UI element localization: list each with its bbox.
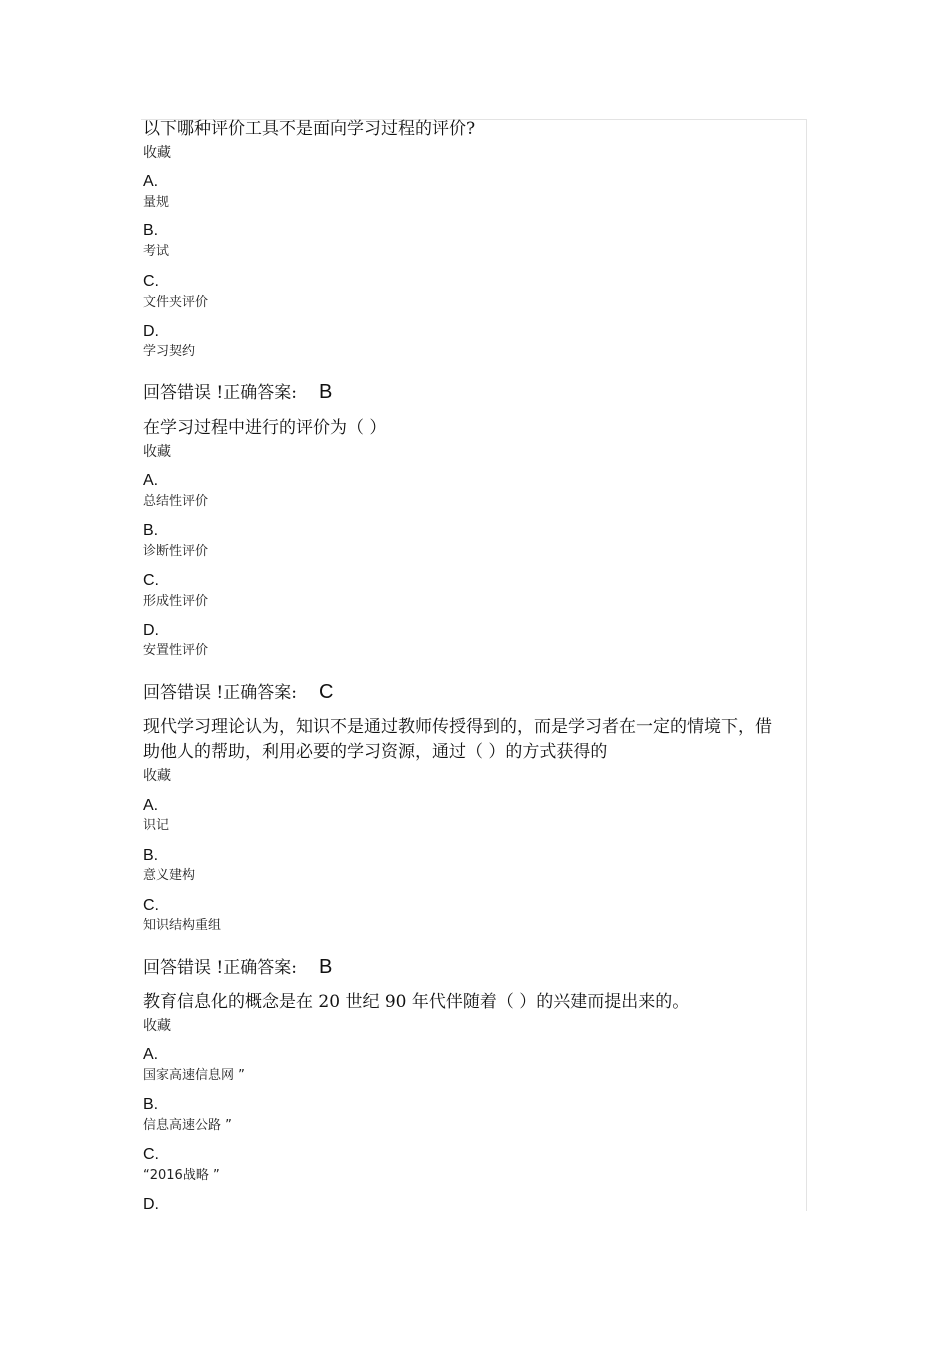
question-3-favorite-link[interactable]: 收藏	[143, 768, 171, 784]
question-2-option-d-letter[interactable]: D.	[143, 622, 159, 639]
question-2-option-d-text[interactable]: 安置性评价	[143, 643, 209, 658]
question-1-option-c-text[interactable]: 文件夹评价	[143, 295, 209, 310]
question-1-option-d-letter[interactable]: D.	[143, 323, 159, 340]
question-3-text: 现代学习理论认为，知识不是通过教师传授得到的，而是学习者在一定的情境下，借助他人的帮助，利用必要的学习资源，通过（ ）的方式获得的	[143, 717, 772, 762]
question-2-option-a-text[interactable]: 总结性评价	[143, 494, 209, 509]
question-3-option-a-text[interactable]: 识记	[143, 818, 170, 833]
question-1-option-a-text[interactable]: 量规	[143, 195, 170, 210]
content-frame	[141, 119, 807, 1211]
question-2-text: 在学习过程中进行的评价为（ ）	[143, 418, 387, 438]
question-3-correct-answer: B	[318, 956, 333, 978]
question-2-option-b-text[interactable]: 诊断性评价	[143, 544, 209, 559]
question-2-option-b-letter[interactable]: B.	[143, 522, 159, 539]
question-3-option-b-text[interactable]: 意义建构	[143, 868, 196, 883]
question-3-option-c-letter[interactable]: C.	[143, 897, 159, 914]
question-2-correct-answer: C	[318, 681, 334, 703]
question-1-option-d-text[interactable]: 学习契约	[143, 344, 196, 359]
question-3-option-a-letter[interactable]: A.	[143, 797, 159, 814]
question-1-correct-answer: B	[318, 381, 333, 403]
question-1-option-c-letter[interactable]: C.	[143, 273, 159, 290]
question-1-result-label: 回答错误 !正确答案:	[143, 383, 297, 403]
question-1-result	[143, 380, 332, 404]
question-1-favorite-link[interactable]: 收藏	[143, 145, 171, 161]
question-4-option-c-text[interactable]: “2016战略 ”	[143, 1168, 220, 1183]
question-4-option-b-text[interactable]: 信息高速公路 ”	[143, 1118, 232, 1133]
question-1-option-a-letter[interactable]: A.	[143, 173, 159, 190]
question-4-option-c-letter[interactable]: C.	[143, 1146, 159, 1163]
question-4-text: 教育信息化的概念是在 20 世纪 90 年代伴随着（ ）的兴建而提出来的。	[143, 992, 690, 1012]
question-2-favorite-link[interactable]: 收藏	[143, 444, 171, 460]
question-1-option-b-letter[interactable]: B.	[143, 222, 159, 239]
question-4-option-d-letter[interactable]: D.	[143, 1196, 159, 1213]
question-1-text: 以下哪种评价工具不是面向学习过程的评价?	[143, 119, 476, 139]
question-4-option-b-letter[interactable]: B.	[143, 1096, 159, 1113]
question-2-option-a-letter[interactable]: A.	[143, 472, 159, 489]
question-2-result	[143, 680, 333, 704]
question-3-result-label: 回答错误 !正确答案:	[143, 958, 297, 978]
question-2-result-label: 回答错误 !正确答案:	[143, 683, 297, 703]
question-1-option-b-text[interactable]: 考试	[143, 244, 170, 259]
question-4-favorite-link[interactable]: 收藏	[143, 1018, 171, 1034]
question-4-option-a-text[interactable]: 国家高速信息网 ”	[143, 1068, 245, 1083]
question-3-result	[143, 955, 332, 979]
question-3-option-b-letter[interactable]: B.	[143, 847, 159, 864]
question-3-option-c-text[interactable]: 知识结构重组	[143, 918, 222, 933]
question-2-option-c-letter[interactable]: C.	[143, 572, 159, 589]
question-2-option-c-text[interactable]: 形成性评价	[143, 594, 209, 609]
question-4-option-a-letter[interactable]: A.	[143, 1046, 159, 1063]
